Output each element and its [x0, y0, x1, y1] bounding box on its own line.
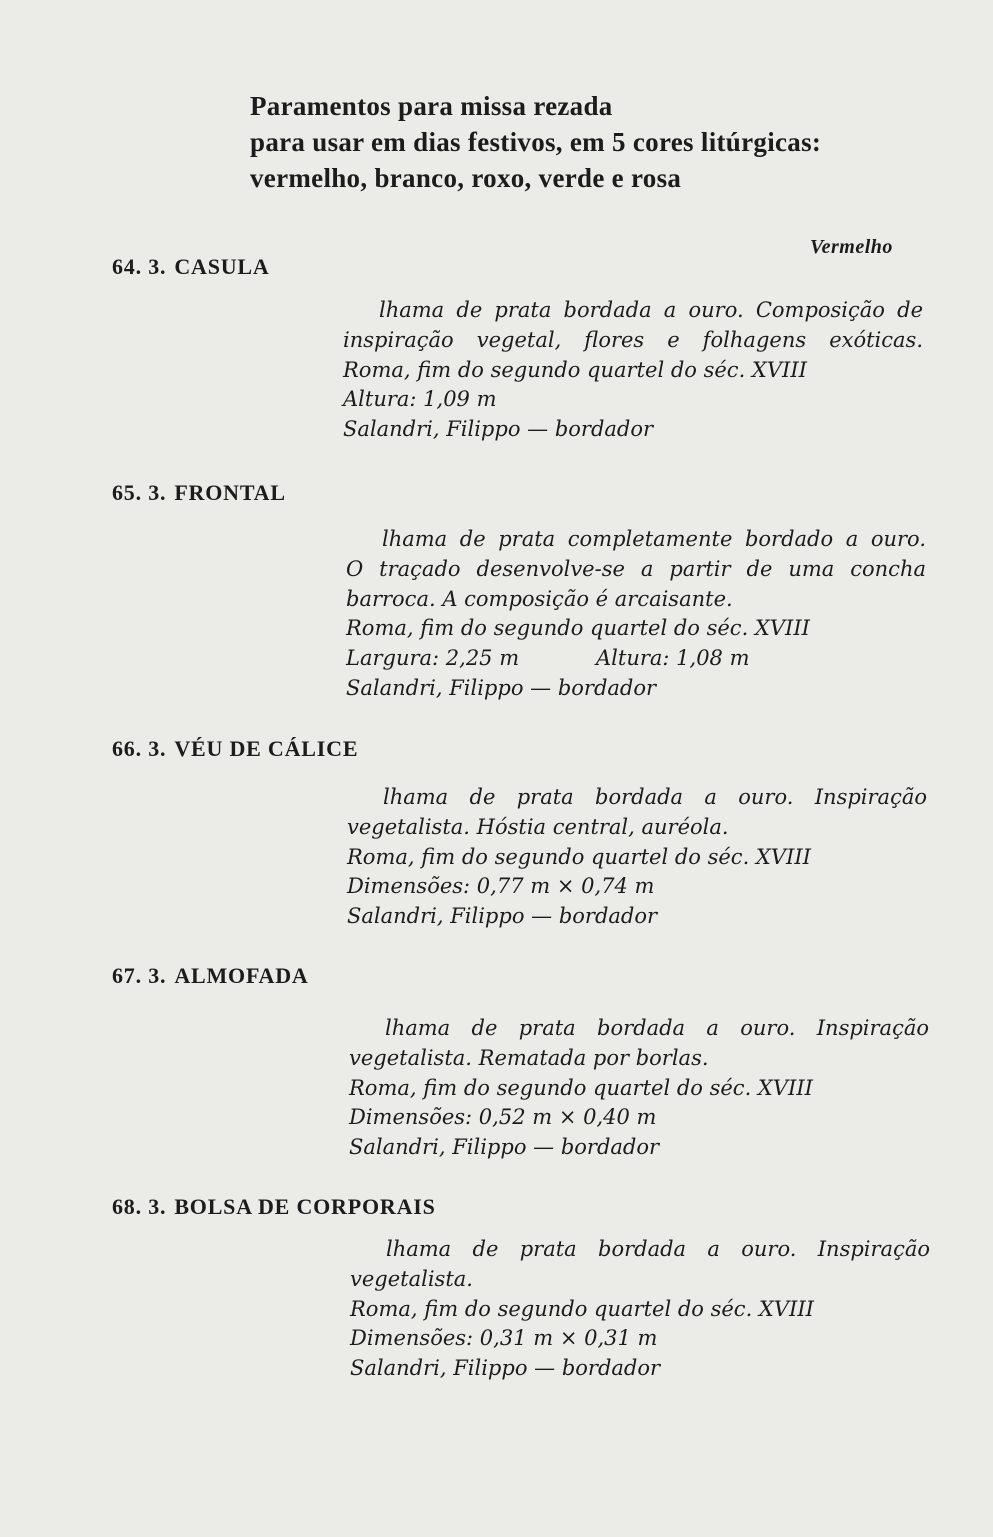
description-line: Roma, fim do segundo quartel do séc. XVIII [347, 844, 811, 869]
entry-number: 64. 3. [112, 254, 167, 279]
title-line: para usar em dias festivos, em 5 cores litúrgicas: [250, 127, 822, 157]
entry-number: 68. 3. [112, 1194, 167, 1219]
entry-heading [112, 736, 358, 762]
author-line: Salandri, Filippo — bordador [346, 675, 657, 700]
entry-description [343, 296, 923, 445]
entry-number: 67. 3. [112, 963, 167, 988]
entry-description [347, 783, 927, 932]
description-line: lhama de prata bordada a ouro. Inspiração [385, 1016, 929, 1040]
entry-heading [112, 254, 270, 280]
author-line: Salandri, Filippo — bordador [347, 904, 658, 929]
description-line: Roma, fim do segundo quartel do séc. XVIII [346, 616, 810, 641]
description-line: Roma, fim do segundo quartel do séc. XVIII [349, 1075, 813, 1100]
dimensions-line: Dimensões: 0,52 m × 0,40 m [349, 1105, 657, 1130]
description-line: Roma, fim do segundo quartel do séc. XVIII [343, 357, 807, 382]
title-line: vermelho, branco, roxo, verde e rosa [250, 163, 682, 193]
author-line: Salandri, Filippo — bordador [343, 417, 654, 442]
entry-description [349, 1014, 929, 1163]
description-line: vegetalista. [350, 1266, 473, 1291]
entry-heading [112, 1194, 436, 1220]
description-line: Roma, fim do segundo quartel do séc. XVIII [350, 1296, 814, 1321]
description-line: inspiração vegetal, flores e folhagens exóticas. [343, 327, 923, 352]
description-line: lhama de prata completamente bordado a ouro. [382, 527, 926, 551]
entry-name: VÉU DE CÁLICE [174, 736, 359, 761]
height-value: Altura: 1,08 m [596, 646, 750, 671]
entry-number: 65. 3. [112, 480, 167, 505]
description-line: lhama de prata bordada a ouro. Inspiração [383, 785, 927, 809]
dimensions-line: Altura: 1,09 m [343, 387, 497, 412]
entry-number: 66. 3. [112, 736, 167, 761]
description-line: barroca. A composição é arcaisante. [346, 586, 733, 611]
entry-heading [112, 963, 309, 989]
page-title [250, 88, 950, 196]
description-line: lhama de prata bordada a ouro. Inspiração [386, 1237, 930, 1261]
width-value: Largura: 2,25 m [346, 646, 520, 671]
description-line: lhama de prata bordada a ouro. Composição de [379, 298, 923, 322]
dimensions-line: Dimensões: 0,31 m × 0,31 m [350, 1326, 658, 1351]
entry-description [350, 1235, 930, 1384]
entry-heading [112, 480, 286, 506]
dimensions-line: Dimensões: 0,77 m × 0,74 m [347, 874, 655, 899]
entry-name: FRONTAL [174, 480, 286, 505]
dimensions-line [346, 644, 926, 674]
entry-description [346, 525, 926, 704]
description-line: O traçado desenvolve-se a partir de uma concha [346, 556, 926, 581]
entry-name: BOLSA DE CORPORAIS [174, 1194, 436, 1219]
entry-name: CASULA [174, 254, 270, 279]
entry-name: ALMOFADA [174, 963, 309, 988]
description-line: vegetalista. Hóstia central, auréola. [347, 814, 729, 839]
author-line: Salandri, Filippo — bordador [349, 1135, 660, 1160]
description-line: vegetalista. Rematada por borlas. [349, 1045, 709, 1070]
title-line: Paramentos para missa rezada [250, 91, 613, 121]
color-label: Vermelho [810, 236, 893, 258]
author-line: Salandri, Filippo — bordador [350, 1356, 661, 1381]
